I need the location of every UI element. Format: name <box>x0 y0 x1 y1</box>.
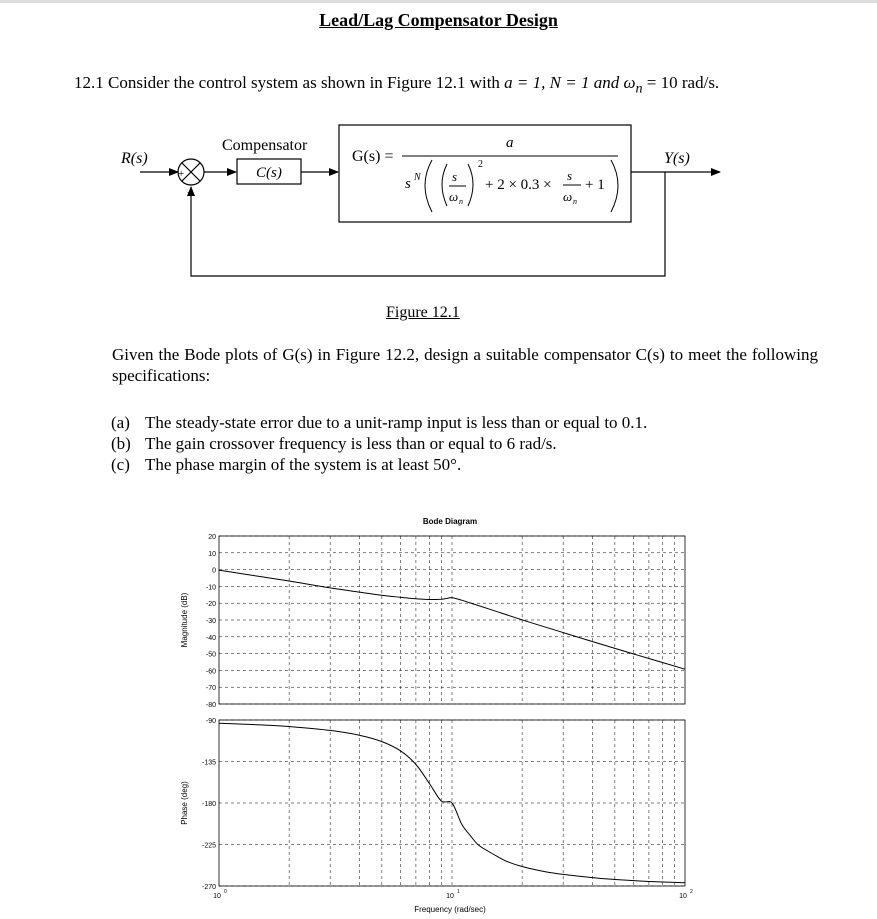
magnitude-tick-label: -60 <box>205 668 216 676</box>
plant-inner-omega: ω <box>449 189 459 204</box>
plant-middle-terms: + 2 × 0.3 × <box>485 177 552 193</box>
plant-N: N <box>414 172 421 183</box>
bode-chart <box>180 517 693 914</box>
magnitude-ticks <box>206 534 216 709</box>
frequency-tick-label: 10 <box>679 893 687 900</box>
plant-numerator: a <box>506 135 514 151</box>
phase-tick-label: -270 <box>201 884 216 891</box>
spec-text: The steady-state error due to a unit-ramp input is less than or equal to 0.1. <box>145 413 648 432</box>
magnitude-tick-label: -20 <box>205 601 216 609</box>
problem-params-tail: = 10 rad/s. <box>646 73 720 92</box>
plant-square: 2 <box>478 159 483 170</box>
frequency-tick-exponent: 2 <box>690 889 693 895</box>
plant-inner-omega-2: ω <box>563 189 573 204</box>
block-diagram <box>120 125 720 276</box>
given-paragraph: Given the Bode plots of G(s) in Figure 12.2, design a suitable compensator C(s) to meet the following specifications: <box>112 345 818 385</box>
output-label: Y(s) <box>664 150 690 167</box>
input-label: R(s) <box>121 150 148 167</box>
phase-tick-label: -225 <box>201 842 216 850</box>
magnitude-ylabel: Magnitude (dB) <box>180 592 189 648</box>
problem-params: a = 1, N = 1 and ω <box>504 73 636 92</box>
outer-left-paren <box>425 160 432 212</box>
compensator-label: C(s) <box>256 165 282 181</box>
page-title: Lead/Lag Compensator Design <box>319 10 558 30</box>
problem-text: Consider the control system as shown in Figure 12.1 with <box>108 73 500 92</box>
inner-right-paren <box>468 164 473 206</box>
magnitude-tick-label: -10 <box>205 584 216 592</box>
specification-list <box>111 412 647 475</box>
frequency-tick-label: 10 <box>213 893 221 900</box>
spec-label: (c) <box>111 455 130 474</box>
frequency-tick-exponent: 1 <box>457 889 460 895</box>
phase-tick-label: -135 <box>201 759 216 767</box>
frequency-tick-label: 10 <box>446 893 454 900</box>
magnitude-tick-label: -30 <box>205 618 216 625</box>
figure-caption: Figure 12.1 <box>386 304 460 321</box>
sum-plus-sign: + <box>178 168 185 180</box>
compensator-title: Compensator <box>222 137 308 154</box>
plant-inner-omega-n: n <box>459 197 463 206</box>
outer-right-paren <box>611 160 618 212</box>
magnitude-tick-label: 10 <box>208 550 216 558</box>
plant-transfer-function <box>352 135 618 212</box>
spec-item <box>111 433 647 454</box>
inner-left-paren <box>442 164 447 206</box>
problem-params-subscript: n <box>635 80 643 97</box>
plant-block <box>339 125 631 222</box>
frequency-xlabel: Frequency (rad/sec) <box>414 905 486 914</box>
magnitude-tick-label: -80 <box>205 702 216 709</box>
sum-minus-sign: − <box>187 187 194 199</box>
plant-lhs: G(s) = <box>352 148 394 165</box>
spec-text: The gain crossover frequency is less than or equal to 6 rad/s. <box>145 434 557 453</box>
magnitude-tick-label: -70 <box>205 685 216 693</box>
spec-item <box>111 412 647 433</box>
spec-label: (b) <box>111 434 131 453</box>
problem-number: 12.1 <box>74 73 104 92</box>
plant-plus-one: + 1 <box>585 177 605 193</box>
frequency-tick-exponent: 0 <box>224 889 227 895</box>
spec-item <box>111 454 647 475</box>
chart-title: Bode Diagram <box>422 517 478 526</box>
magnitude-grid <box>219 536 685 704</box>
phase-ticks <box>202 718 216 891</box>
spec-text: The phase margin of the system is at least 50°. <box>145 455 462 474</box>
plant-inner-s-2: s <box>567 168 573 183</box>
plant-inner-omega-n-2: n <box>573 197 577 206</box>
plant-s: s <box>405 176 411 192</box>
magnitude-tick-label: 0 <box>212 567 216 575</box>
phase-ylabel: Phase (deg) <box>180 781 189 825</box>
spec-label: (a) <box>111 413 130 432</box>
magnitude-tick-label: 20 <box>208 534 216 541</box>
phase-tick-label: -90 <box>205 718 216 725</box>
frequency-ticks <box>213 889 693 900</box>
magnitude-tick-label: -50 <box>205 651 216 659</box>
magnitude-tick-label: -40 <box>205 634 216 642</box>
plant-inner-s: s <box>452 169 458 184</box>
phase-tick-label: -180 <box>201 801 216 808</box>
